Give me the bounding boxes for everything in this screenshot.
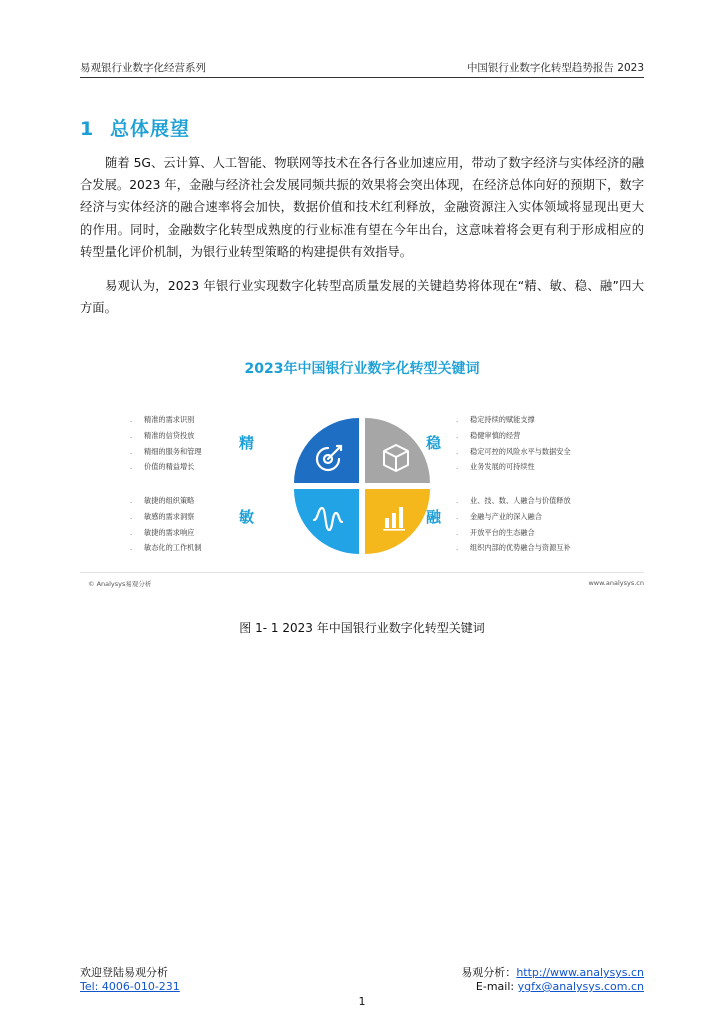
body-paragraph-1: 随着 5G、云计算、人工智能、物联网等技术在各行各业加速应用，带动了数字经济与实体经济的融合发展。2023 年，金融与经济社会发展同频共振的效果将会突出体现，在经济总体向好的预期下，数字经济与实体经济的融合速率将会加快，数据价值和技术红利释放，金融资源注入实体领域将显现出更大的作用。同时，金融数字化转型成熟度的行业标准有望在今年出台，这意味着将会更有利于形成相应的转型量化评价机制，为银行业转型策略的构建提供有效指导。 (80, 156, 644, 259)
list-item: . 敏捷的需求响应 (130, 525, 202, 541)
rong-label: 融 (426, 508, 442, 526)
list-item: . 精准的需求识别 (130, 412, 202, 428)
email-link[interactable]: ygfx@analysys.com.cn (517, 980, 644, 993)
figure-title: 2023年中国银行业数字化转型关键词 (244, 361, 480, 377)
list-item: . 稳定可控的风险水平与数据安全 (456, 444, 571, 460)
header-report-title: 中国银行业数字化转型趋势报告 2023 (466, 62, 644, 74)
figure-site: www.analysys.cn (588, 579, 644, 587)
website-link[interactable]: http://www.analysys.cn (516, 966, 644, 979)
wen-keyword-list (456, 412, 571, 475)
list-item: . 开放平台的生态融合 (456, 525, 571, 541)
section-heading (80, 114, 190, 141)
footer-email (476, 980, 644, 993)
wen-label: 稳 (426, 434, 442, 452)
list-item: . 稳健审慎的经营 (456, 428, 571, 444)
list-item: . 敏感的需求洞察 (130, 509, 202, 525)
wen-quadrant (365, 418, 430, 483)
jing-quadrant (294, 418, 359, 483)
figure-copyright: © Analysys易观分析 (88, 580, 152, 588)
header-divider (80, 77, 644, 78)
list-item: . 敏态化的工作机制 (130, 540, 202, 556)
header-series-title: 易观银行业数字化经营系列 (80, 62, 206, 74)
body-paragraph-2: 易观认为，2023 年银行业实现数字化转型高质量发展的关键趋势将体现在“精、敏、稳、融”四大方面。 (80, 279, 644, 316)
jing-label: 精 (239, 434, 255, 452)
footer-website-label: 易观分析： (461, 966, 517, 979)
list-item: . 精细的服务和管理 (130, 444, 202, 460)
section-title: 总体展望 (110, 118, 191, 140)
figure-divider (80, 572, 644, 573)
footer-email-label: E-mail: (475, 980, 518, 993)
keyword-figure (80, 350, 644, 595)
page-header (80, 60, 644, 78)
list-item: . 敏捷的组织策略 (130, 493, 202, 509)
list-item: . 业、技、数、人融合与价值释放 (456, 493, 571, 509)
list-item: . 组织内部的优势融合与资源互补 (456, 540, 571, 556)
section-number: 1 (80, 118, 95, 140)
list-item: . 稳定持续的赋能支撑 (456, 412, 571, 428)
list-item: . 价值的精益增长 (130, 459, 202, 475)
list-item: . 精准的信贷投放 (130, 428, 202, 444)
footer-welcome: 欢迎登陆易观分析 (80, 966, 168, 979)
rong-keyword-list (456, 493, 571, 556)
list-item: . 业务发展的可持续性 (456, 459, 571, 475)
footer-website (461, 964, 644, 980)
jing-keyword-list (130, 412, 202, 475)
figure-caption: 图 1- 1 2023 年中国银行业数字化转型关键词 (239, 621, 485, 635)
page-number: 1 (358, 995, 366, 1008)
list-item: . 金融与产业的深入融合 (456, 509, 571, 525)
rong-quadrant (365, 489, 430, 554)
min-keyword-list (130, 493, 202, 556)
min-label: 敏 (239, 508, 255, 526)
quadrant-diagram (272, 410, 452, 560)
footer-phone[interactable]: Tel: 4006-010-231 (80, 980, 180, 993)
